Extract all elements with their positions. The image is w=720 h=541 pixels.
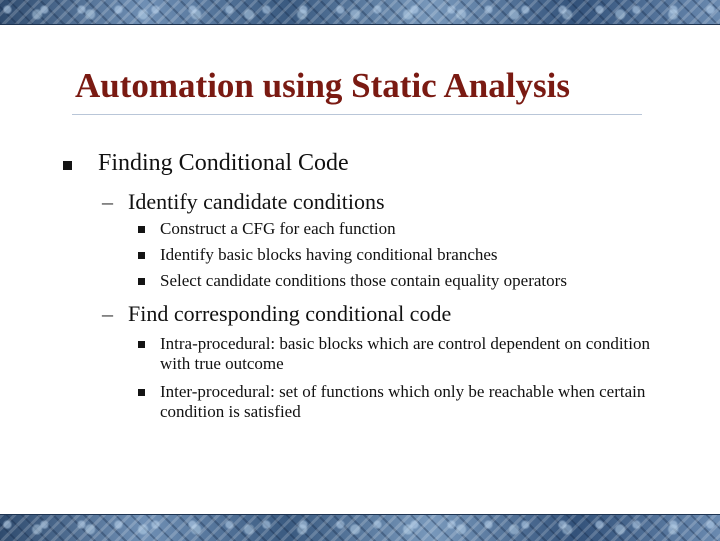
square-bullet-icon [138,226,145,233]
title-divider [72,114,642,115]
square-bullet-icon [138,389,145,396]
item-intra-procedural: Intra-procedural: basic blocks which are control dependent on condition with true outcome [160,334,650,373]
item-construct-cfg: Construct a CFG for each function [160,219,396,238]
square-bullet-icon [138,278,145,285]
item-select-candidate-conditions: Select candidate conditions those contain equality operators [160,271,567,290]
square-bullet-icon [63,161,72,170]
dash-bullet-icon: – [102,301,113,326]
slide-title: Automation using Static Analysis [75,66,570,105]
item-inter-procedural: Inter-procedural: set of functions which only be reachable when certain condition is satisfied [160,382,646,421]
top-decorative-band [0,0,720,25]
square-bullet-icon [138,252,145,259]
dash-bullet-icon: – [102,189,113,214]
square-bullet-icon [138,341,145,348]
subbullet-find-corresponding-code: Find corresponding conditional code [128,301,452,326]
item-identify-basic-blocks: Identify basic blocks having conditional branches [160,245,498,264]
bottom-decorative-band [0,514,720,541]
subbullet-identify-candidate-conditions: Identify candidate conditions [128,189,385,214]
bullet-finding-conditional-code: Finding Conditional Code [98,150,349,176]
